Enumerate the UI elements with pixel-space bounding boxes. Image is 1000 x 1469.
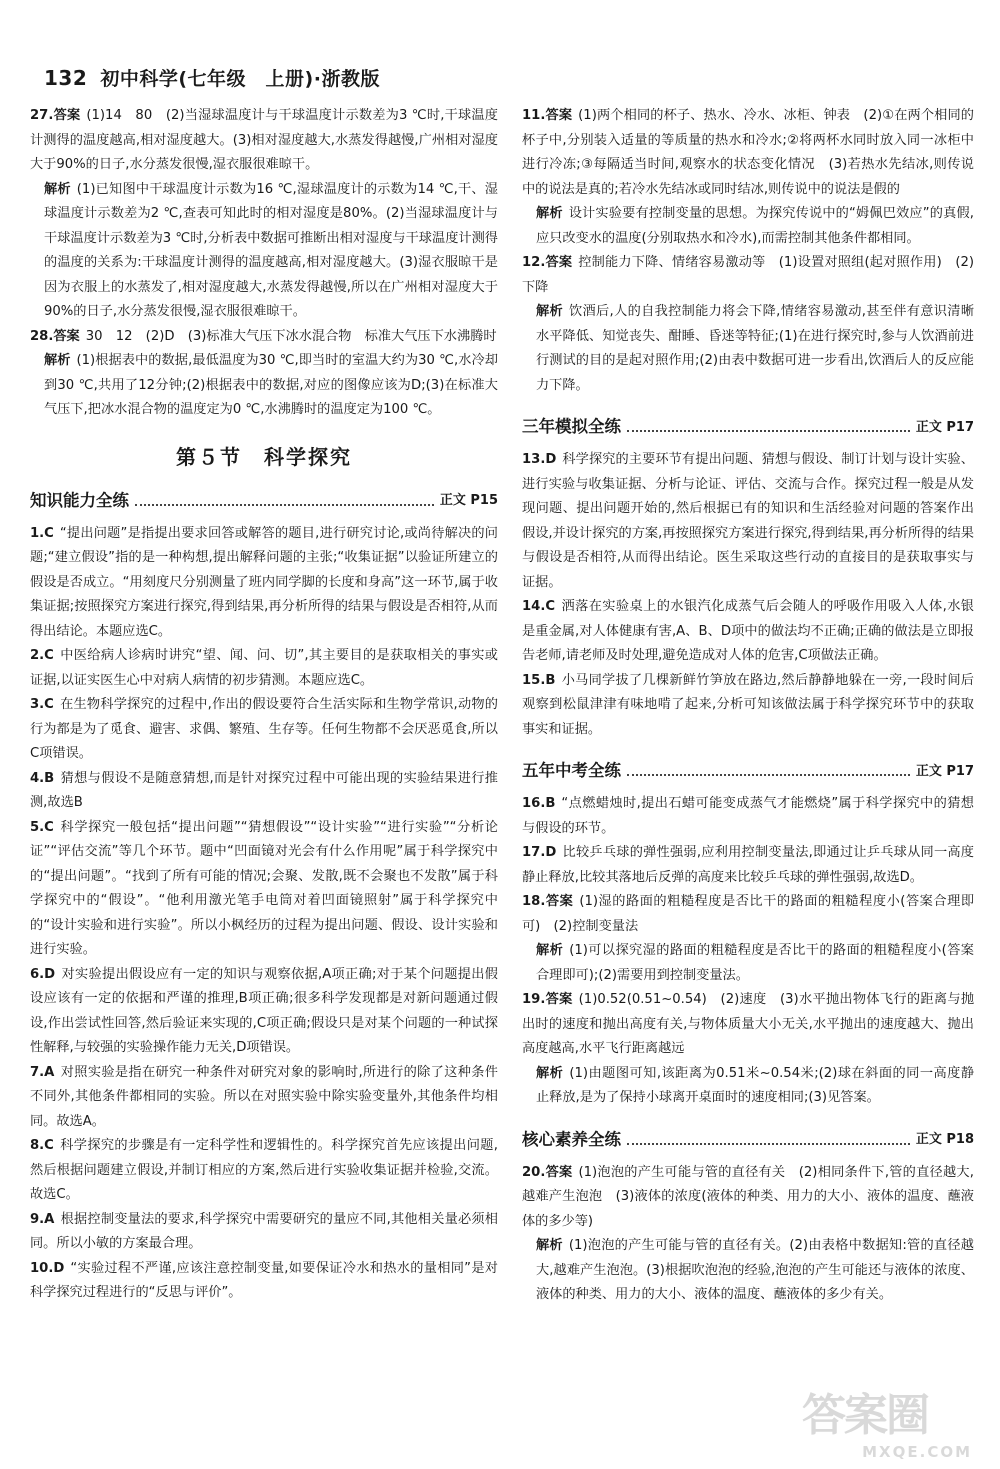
item-tag: 解析 [536, 206, 563, 221]
answer-item [522, 251, 974, 300]
item-tag: 解析 [44, 353, 71, 368]
answer-item [522, 448, 974, 595]
item-number: 1.C [30, 525, 54, 541]
item-tag: 解析 [536, 943, 564, 958]
item-number: 14.C [522, 599, 556, 614]
answer-item [30, 522, 498, 645]
answer-item [30, 325, 498, 350]
answer-block [30, 104, 498, 423]
explanation-item [522, 202, 974, 251]
item-text: 中医给病人诊病时讲究“望、闻、问、切”,其主要目的是获取相关的事实或证据,以证实医生心中对病人病情的初步猜测。本题应选C。 [30, 648, 498, 688]
page-reference: 正文 P18 [915, 1132, 974, 1147]
section-header-title: 知识能力全练 [30, 490, 129, 510]
dotted-divider [627, 1131, 910, 1145]
explanation-item [522, 1234, 974, 1308]
item-number: 5.C [30, 819, 54, 835]
explanation-item [30, 178, 498, 325]
item-tag: 答案 [53, 108, 81, 123]
item-text: (1)已知图中干球温度计示数为16 ℃,湿球温度计的示数为14 ℃,干、湿球温度计示数差为2 ℃,查表可知此时的相对湿度是80%。(2)当湿球温度计与干球温度计示数差为3 ℃时,分析表中数据可推断出相对湿度与干球温度计测得的温度的关系为:干球温度计测得的温度越高,相对湿度越大。(3)湿衣服晾干是因为衣服上的水蒸发了,相对湿度越大,水蒸发得越慢,所以在广州相对湿度大于90%的日子,水分蒸发很慢,湿衣服很难晾干。 [44, 181, 498, 319]
section-title: 第５节 科学探究 [176, 444, 352, 469]
answer-list [30, 522, 498, 1306]
item-number: 10.D [30, 1260, 65, 1276]
answer-item [30, 1061, 498, 1135]
dotted-divider [627, 418, 910, 432]
answer-item [30, 104, 498, 178]
section-header [522, 1123, 974, 1153]
item-tag: 答案 [53, 328, 80, 344]
item-tag: 解析 [536, 1238, 563, 1253]
item-number: 4.B [30, 770, 55, 786]
item-number: 6.D [30, 966, 56, 982]
item-text: “实验过程不严谨,应该注意控制变量,如要保证冷水和热水的量相同”是对科学探究过程进行的“反思与评价”。 [30, 1260, 498, 1300]
item-number: 15.B [522, 672, 556, 688]
answer-item [30, 1134, 498, 1208]
item-number: 18. [522, 894, 546, 909]
item-number: 16.B [522, 796, 556, 811]
dotted-divider [627, 762, 910, 776]
item-text: 小马同学拔了几棵新鲜竹笋放在路边,然后静静地躲在一旁,一段时间后观察到松鼠津津有味地啃了起来,分析可知该做法属于科学探究环节中的获取事实和证据。 [522, 672, 974, 737]
item-number: 19. [522, 992, 546, 1007]
item-tag: 答案 [545, 992, 573, 1007]
item-text: (1)14 80 (2)当湿球温度计与干球温度计示数差为3 ℃时,干球温度计测得的温度越高,相对湿度越大。(3)相对湿度越大,水蒸发得越慢,广州相对湿度大于90%的日子,水分蒸发很慢,湿衣服很难晾干。 [30, 108, 498, 172]
watermark-logo: 答案圈 [802, 1390, 928, 1441]
answer-list [522, 1161, 974, 1308]
item-text: 科学探究一般包括“提出问题”“猜想假设”“设计实验”“进行实验”“分析论证”“评估交流”等几个环节。题中“凹面镜对光会有什么作用呢”属于科学探究中的“提出问题”。“找到了所有可能的情况;会聚、发散,既不会聚也不发散”属于科学探究中的“假设”。“他利用激光笔手电筒对着凹面镜照射”属于科学探究中的“设计实验和进行实验”。所以小枫经历的过程为提出问题、假设、设计实验和进行实验。 [30, 819, 498, 957]
item-text: “点燃蜡烛时,提出石蜡可能变成蒸气才能燃烧”属于科学探究中的猜想与假设的环节。 [522, 796, 974, 836]
item-text: (1)泡泡的产生可能与管的直径有关。(2)由表格中数据知:管的直径越大,越难产生泡泡。(3)根据吹泡泡的经验,泡泡的产生可能还与液体的浓度、液体的种类、用力的大小、液体的温度、蘸液体的多少有关。 [536, 1238, 974, 1302]
watermark-url: MXQE.COM [862, 1443, 972, 1461]
answer-item [522, 841, 974, 890]
answer-item [30, 963, 498, 1061]
answer-item [522, 669, 974, 743]
answer-item [30, 1257, 498, 1306]
item-tag: 答案 [545, 894, 574, 909]
answer-item [522, 104, 974, 202]
left-column [30, 104, 498, 1306]
section-header-title: 三年模拟全练 [522, 417, 621, 436]
answer-item [30, 644, 498, 693]
item-text: (1)0.52(0.51~0.54) (2)速度 (3)水平抛出物体飞行的距离与抛出时的速度和抛出高度有关,与物体质量大小无关,水平抛出的速度越大、抛出高度越高,水平飞行距离越远 [522, 992, 975, 1056]
answer-block [522, 104, 974, 398]
answer-item [522, 988, 974, 1062]
item-text: (1)两个相同的杯子、热水、冷水、冰柜、钟表 (2)①在两个相同的杯子中,分别装入适量的等质量的热水和冷水;②将两杯水同时放入同一冰柜中进行冷冻;③每隔适当时间,观察水的状态变化情况 (3)若热水先结冰,则传说中的说法是真的;若冷水先结冰或同时结冰,则传说中的说法是假的 [522, 108, 974, 197]
item-number: 11. [522, 108, 546, 123]
item-tag: 解析 [44, 181, 71, 197]
item-number: 20. [522, 1164, 546, 1180]
answer-item [522, 890, 974, 939]
item-tag: 解析 [536, 304, 564, 319]
item-text: (1)由题图可知,该距离为0.51米~0.54米;(2)球在斜面的同一高度静止释放,是为了保持小球离开桌面时的速度相同;(3)见答案。 [536, 1065, 975, 1105]
site-watermark [802, 1379, 972, 1461]
answer-item [30, 816, 498, 963]
page-number: 132 [44, 66, 88, 90]
page-header [44, 64, 380, 91]
item-text: 在生物科学探究的过程中,作出的假设要符合生活实际和生物学常识,动物的行为都是为了觅食、避害、求偶、繁殖、生存等。任何生物都不会厌恶觅食,所以C项错误。 [30, 697, 498, 761]
explanation-item [522, 939, 974, 988]
answer-item [30, 1208, 498, 1257]
item-text: “提出问题”是指提出要求回答或解答的题目,进行研究讨论,或尚待解决的问题;“建立假设”指的是一种构想,提出解释问题的主张;“收集证据”以验证所建立的假设是否成立。“用刻度尺分别测量了班内同学脚的长度和身高”这一环节,属于收集证据;按照探究方案进行探究,得到结果,再分析所得的结果与假设是否相符,从而得出结论。本题应选C。 [30, 525, 498, 639]
item-tag: 答案 [545, 255, 573, 270]
item-text: 洒落在实验桌上的水银汽化成蒸气后会随人的呼吸作用吸入人体,水银是重金属,对人体健康有害,A、B、D项中的做法均不正确;正确的做法是立即报告老师,请老师及时处理,避免造成对人体的危害,C项做法正确。 [522, 599, 974, 663]
item-number: 2.C [30, 648, 54, 663]
item-number: 3.C [30, 697, 54, 712]
page-reference: 正文 P17 [915, 763, 974, 779]
item-text: 科学探究的步骤是有一定科学性和逻辑性的。科学探究首先应该提出问题,然后根据问题建立假设,并制订相应的方案,然后进行实验收集证据并检验,交流。故选C。 [30, 1138, 498, 1202]
answer-list [522, 792, 974, 1111]
item-number: 12. [522, 255, 546, 270]
item-tag: 解析 [536, 1065, 564, 1081]
explanation-item [30, 349, 498, 423]
item-text: 科学探究的主要环节有提出问题、猜想与假设、制订计划与设计实验、进行实验与收集证据、分析与论证、评估、交流与合作。探究过程一般是从发现问题、提出问题开始的,然后根据已有的知识和生活经验对问题的答案作出假设,并设计探究的方案,再按照探究方案进行探究,得到结果,再分析所得的结果与假设是否相符,从而得出结论。医生采取这些行动的直接目的是获取事实与证据。 [522, 452, 974, 590]
page-reference: 正文 P17 [915, 419, 974, 435]
dotted-divider [135, 492, 434, 506]
book-title: 初中科学(七年级 上册)·浙教版 [100, 68, 380, 90]
item-number: 7.A [30, 1064, 55, 1080]
section-header [522, 754, 974, 784]
item-text: (1)可以探究湿的路面的粗糙程度是否比干的路面的粗糙程度小(答案合理即可);(2)需要用到控制变量法。 [536, 943, 974, 983]
answer-item [522, 1161, 974, 1235]
item-text: 对照实验是指在研究一种条件对研究对象的影响时,所进行的除了这种条件不同外,其他条件都相同的实验。所以在对照实验中除实验变量外,其他条件均相同。故选A。 [30, 1064, 498, 1129]
item-tag: 答案 [545, 108, 573, 123]
section-header [30, 484, 498, 514]
item-text: 设计实验要有控制变量的思想。为探究传说中的“姆佩巴效应”的真假,应只改变水的温度(分别取热水和冷水),而需控制其他条件都相同。 [536, 206, 974, 246]
item-text: 对实验提出假设应有一定的知识与观察依据,A项正确;对于某个问题提出假设应该有一定的依据和严谨的推理,B项正确;很多科学发现都是对新问题通过假设,作出尝试性回答,然后验证来实现的,C项正确;假设只是对某个问题的一种试探性解释,与较强的实验操作能力无关,D项错误。 [30, 966, 498, 1055]
item-text: (1)湿的路面的粗糙程度是否比干的路面的粗糙程度小(答案合理即可) (2)控制变量法 [522, 894, 975, 934]
item-text: 猜想与假设不是随意猜想,而是针对探究过程中可能出现的实验结果进行推测,故选B [30, 770, 498, 810]
item-text: 30 12 (2)D (3)标准大气压下冰水混合物 标准大气压下水沸腾时 [85, 328, 497, 344]
item-number: 8.C [30, 1138, 54, 1153]
answer-item [522, 595, 974, 669]
item-number: 13.D [522, 452, 557, 467]
item-number: 17.D [522, 845, 557, 860]
item-number: 9.A [30, 1211, 55, 1227]
right-column [522, 104, 974, 1308]
item-tag: 答案 [545, 1164, 573, 1180]
item-text: 根据控制变量法的要求,科学探究中需要研究的量应不同,其他相关量必须相同。所以小敏的方案最合理。 [30, 1211, 498, 1251]
section-header-title: 五年中考全练 [522, 761, 621, 780]
item-number: 27. [30, 108, 54, 123]
explanation-item [522, 1062, 974, 1111]
answer-item [30, 767, 498, 816]
explanation-item [522, 300, 974, 398]
item-number: 28. [30, 328, 54, 344]
item-text: 饮酒后,人的自我控制能力将会下降,情绪容易激动,甚至伴有意识清晰水平降低、知觉丧失、酣睡、昏迷等特征;(1)在进行探究时,参与人饮酒前进行测试的目的是起对照作用;(2)由表中数据可进一步看出,饮酒后人的反应能力下降。 [536, 304, 975, 393]
section-header-title: 核心素养全练 [522, 1129, 621, 1149]
answer-item [30, 693, 498, 767]
item-text: 比较乒乓球的弹性强弱,应利用控制变量法,即通过让乒乓球从同一高度静止释放,比较其落地后反弹的高度来比较乒乓球的弹性强弱,故选D。 [522, 845, 974, 885]
item-text: 控制能力下降、情绪容易激动等 (1)设置对照组(起对照作用) (2)下降 [522, 255, 975, 295]
item-text: (1)泡泡的产生可能与管的直径有关 (2)相同条件下,管的直径越大,越难产生泡泡 (3)液体的浓度(液体的种类、用力的大小、液体的温度、蘸液体的多少等) [522, 1164, 974, 1229]
section-header [522, 410, 974, 440]
answer-list [522, 448, 974, 742]
answer-item [522, 792, 974, 841]
page-reference: 正文 P15 [439, 493, 498, 508]
item-text: (1)根据表中的数据,最低温度为30 ℃,即当时的室温大约为30 ℃,水冷却到30 ℃,共用了12分钟;(2)根据表中的数据,对应的图像应该为D;(3)在标准大气压下,把冰水混合物的温度定为0 ℃,水沸腾时的温度定为100 ℃。 [44, 353, 498, 417]
